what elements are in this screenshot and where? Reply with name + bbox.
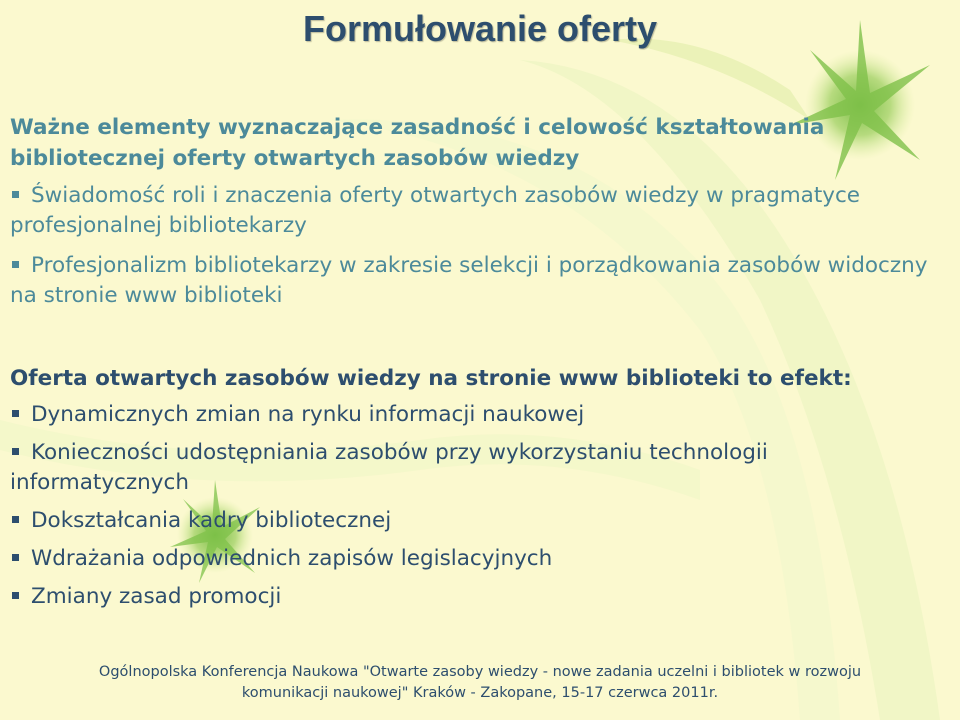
square-bullet-icon [12,261,19,268]
slide-footer [0,662,960,704]
list-item: Wdrażania odpowiednich zapisów legislacyjnych [10,544,945,574]
list-item: Konieczności udostępniania zasobów przy wykorzystaniu technologii informatycznych [10,440,768,495]
section2-list [10,400,945,620]
list-item: Dokształcania kadry bibliotecznej [10,506,945,536]
footer-line-2: komunikacji naukowej" Kraków - Zakopane, 15-17 czerwca 2011r. [241,685,719,701]
square-bullet-icon [12,592,19,599]
footer-line-1: Ogólnopolska Konferencja Naukowa "Otwarte zasoby wiedzy - nowe zadania uczelni i bibliotek w rozwoju [98,664,862,680]
section1-heading: Ważne elementy wyznaczające zasadność i celowość kształtowania bibliotecznej oferty otwartych zasobów wiedzy [10,115,825,171]
list-item: Zmiany zasad promocji [10,582,945,612]
square-bullet-icon [12,191,19,198]
square-bullet-icon [12,554,19,561]
section1-list [10,181,945,321]
slide-title: Formułowanie oferty [302,8,658,49]
list-item: Świadomość roli i znaczenia oferty otwartych zasobów wiedzy w pragmatyce profesjonalnej bibliotekarzy [10,183,861,238]
section2-heading: Oferta otwartych zasobów wiedzy na stronie www biblioteki to efekt: [10,366,852,391]
square-bullet-icon [12,516,19,523]
square-bullet-icon [12,448,19,455]
list-item: Dynamicznych zmian na rynku informacji naukowej [10,400,945,430]
list-item: Profesjonalizm bibliotekarzy w zakresie selekcji i porządkowania zasobów widoczny na stronie www biblioteki [10,253,928,308]
square-bullet-icon [12,410,19,417]
